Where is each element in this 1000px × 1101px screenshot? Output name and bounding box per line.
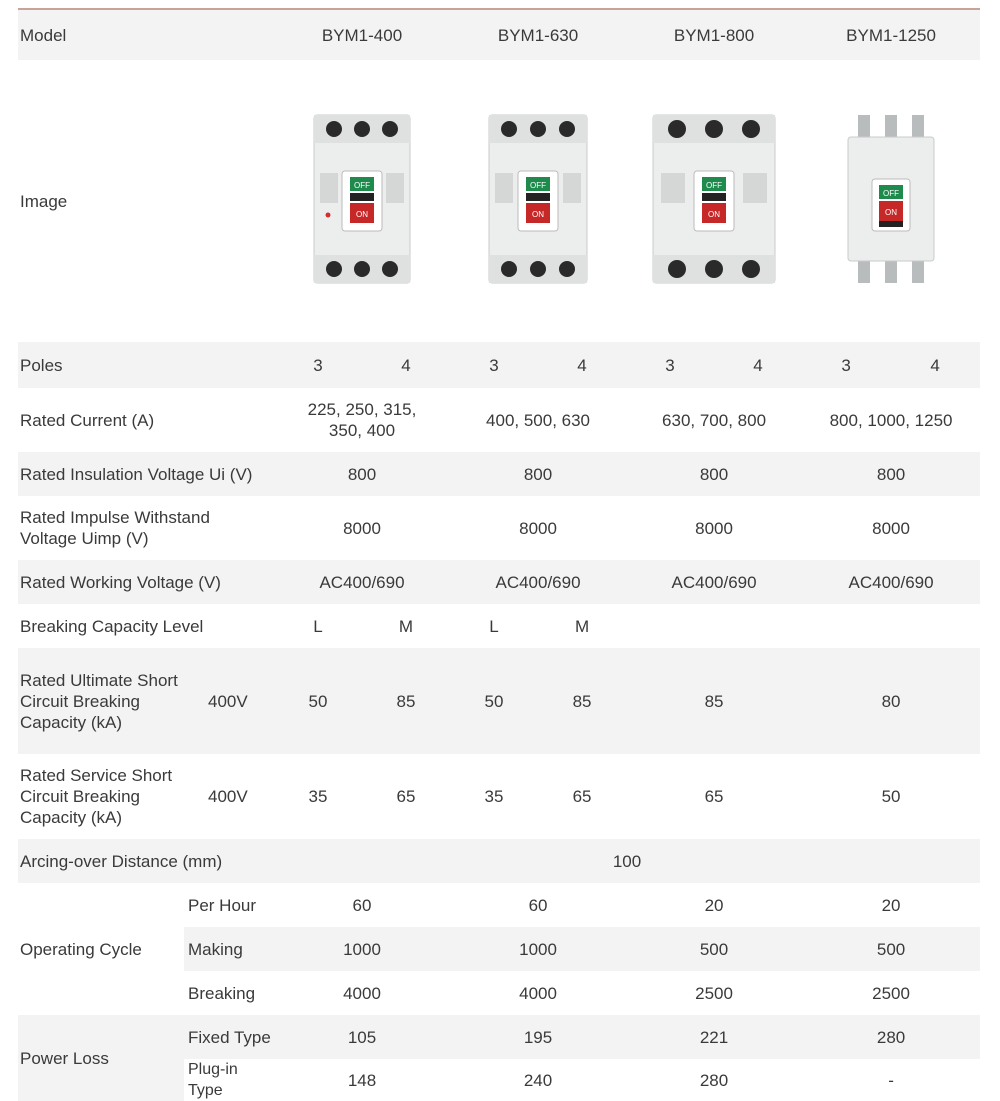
cell xyxy=(626,604,802,648)
row-label: Rated Impulse Withstand Voltage Uimp (V) xyxy=(20,508,210,548)
cell: 85 xyxy=(626,648,802,754)
poles-row xyxy=(18,342,980,388)
breaker-image xyxy=(651,113,777,285)
product-image-cell xyxy=(626,60,802,342)
row-label: Power Loss xyxy=(18,1015,184,1101)
cell: 35 xyxy=(484,787,504,806)
sub-label: Breaking xyxy=(188,983,256,1003)
cell: 2500 xyxy=(695,983,733,1003)
row-label: Rated Service Short Circuit Breaking Capacity (kA) xyxy=(20,766,173,827)
svg-text:OFF: OFF xyxy=(530,180,547,190)
cell: 20 xyxy=(881,895,901,915)
cell: 3 xyxy=(274,342,362,388)
svg-text:ON: ON xyxy=(708,209,721,219)
svg-text:ON: ON xyxy=(532,209,545,219)
cell: - xyxy=(802,1059,980,1101)
cell: 4 xyxy=(890,342,980,388)
cell: 50 xyxy=(450,648,538,754)
svg-text:OFF: OFF xyxy=(354,180,370,190)
cell: AC400/690 xyxy=(274,560,450,604)
cell: 20 xyxy=(704,895,724,915)
header-label: Model xyxy=(18,10,274,60)
power-loss-row xyxy=(18,1015,980,1059)
svg-text:ON: ON xyxy=(356,209,368,219)
row-label: Poles xyxy=(18,342,274,388)
cell: 2500 xyxy=(872,983,910,1003)
cell: 80 xyxy=(802,648,980,754)
cell: 85 xyxy=(538,648,626,754)
cell: 4 xyxy=(538,342,626,388)
cell: 65 xyxy=(572,787,592,806)
cell: 85 xyxy=(362,648,450,754)
svg-text:OFF: OFF xyxy=(883,188,900,198)
cell: AC400/690 xyxy=(450,560,626,604)
cell: 8000 xyxy=(872,518,910,538)
cell: 148 xyxy=(274,1059,450,1101)
cell: 221 xyxy=(626,1015,802,1059)
service-capacity-row xyxy=(18,754,980,839)
sub-label: Fixed Type xyxy=(184,1015,274,1059)
cell: L xyxy=(313,616,323,636)
cell: 400, 500, 630 xyxy=(486,410,591,430)
svg-text:OFF: OFF xyxy=(706,180,723,190)
model-header: BYM1-800 xyxy=(626,10,802,60)
breaker-image xyxy=(312,113,412,285)
model-header: BYM1-630 xyxy=(450,10,626,60)
breaker-image xyxy=(846,113,936,285)
voltage-label: 400V xyxy=(208,787,248,806)
arcing-row xyxy=(18,839,980,883)
cell: 280 xyxy=(802,1015,980,1059)
model-header: BYM1-400 xyxy=(274,10,450,60)
cell: 280 xyxy=(626,1059,802,1101)
breaker-image xyxy=(487,113,589,285)
rated-current-row xyxy=(18,388,980,452)
model-header: BYM1-1250 xyxy=(802,10,980,60)
cell xyxy=(802,604,980,648)
cell: 800, 1000, 1250 xyxy=(829,410,953,430)
cell: AC400/690 xyxy=(626,560,802,604)
cell: M xyxy=(398,616,414,636)
cell: 800 xyxy=(274,452,450,496)
cell: 500 xyxy=(802,927,980,971)
cell: AC400/690 xyxy=(802,560,980,604)
cell: 8000 xyxy=(519,518,557,538)
spec-table xyxy=(18,10,980,1101)
insulation-voltage-row xyxy=(18,452,980,496)
cell: 50 xyxy=(274,648,362,754)
cell: 60 xyxy=(352,895,372,915)
breaking-level-row xyxy=(18,604,980,648)
cell: 60 xyxy=(528,895,548,915)
cell: 50 xyxy=(881,787,901,806)
cell: 100 xyxy=(274,839,980,883)
row-label: Rated Working Voltage (V) xyxy=(18,560,274,604)
image-row-label: Image xyxy=(18,60,274,342)
product-image-cell xyxy=(274,60,450,342)
cell: 8000 xyxy=(343,518,381,538)
cell: 8000 xyxy=(695,518,733,538)
row-label: Arcing-over Distance (mm) xyxy=(18,839,274,883)
header-row xyxy=(18,10,980,60)
sub-label: Plug-in Type xyxy=(184,1059,274,1101)
cell: M xyxy=(574,616,590,636)
sub-label: Making xyxy=(184,927,274,971)
product-image-cell xyxy=(802,60,980,342)
row-label: Breaking Capacity Level xyxy=(20,616,204,636)
cell: 800 xyxy=(450,452,626,496)
sub-label: Per Hour xyxy=(188,895,257,915)
operating-cycle-row xyxy=(18,883,980,927)
image-row xyxy=(18,60,980,342)
working-voltage-row xyxy=(18,560,980,604)
row-label: Rated Insulation Voltage Ui (V) xyxy=(18,452,274,496)
impulse-voltage-row xyxy=(18,496,980,560)
cell: 500 xyxy=(626,927,802,971)
cell: 225, 250, 315, 350, 400 xyxy=(307,400,417,440)
row-label: Operating Cycle xyxy=(18,883,184,1015)
cell: 65 xyxy=(396,787,416,806)
cell: 4000 xyxy=(519,983,557,1003)
cell: 630, 700, 800 xyxy=(662,410,767,430)
row-label: Rated Current (A) xyxy=(20,410,155,430)
svg-text:ON: ON xyxy=(885,207,898,217)
cell: 3 xyxy=(802,342,890,388)
cell: 35 xyxy=(308,787,328,806)
cell: 4 xyxy=(362,342,450,388)
cell: 4000 xyxy=(343,983,381,1003)
row-label: Rated Ultimate Short Circuit Breaking Capacity (kA) xyxy=(18,648,184,754)
cell: 105 xyxy=(274,1015,450,1059)
cell: 240 xyxy=(450,1059,626,1101)
cell: 3 xyxy=(450,342,538,388)
cell: 4 xyxy=(714,342,802,388)
cell: 1000 xyxy=(274,927,450,971)
cell: 65 xyxy=(704,787,724,806)
cell: 3 xyxy=(626,342,714,388)
cell: L xyxy=(489,616,499,636)
cell: 1000 xyxy=(450,927,626,971)
ultimate-capacity-row xyxy=(18,648,980,754)
cell: 195 xyxy=(450,1015,626,1059)
product-image-cell xyxy=(450,60,626,342)
cell: 800 xyxy=(626,452,802,496)
voltage-label: 400V xyxy=(184,648,274,754)
cell: 800 xyxy=(802,452,980,496)
